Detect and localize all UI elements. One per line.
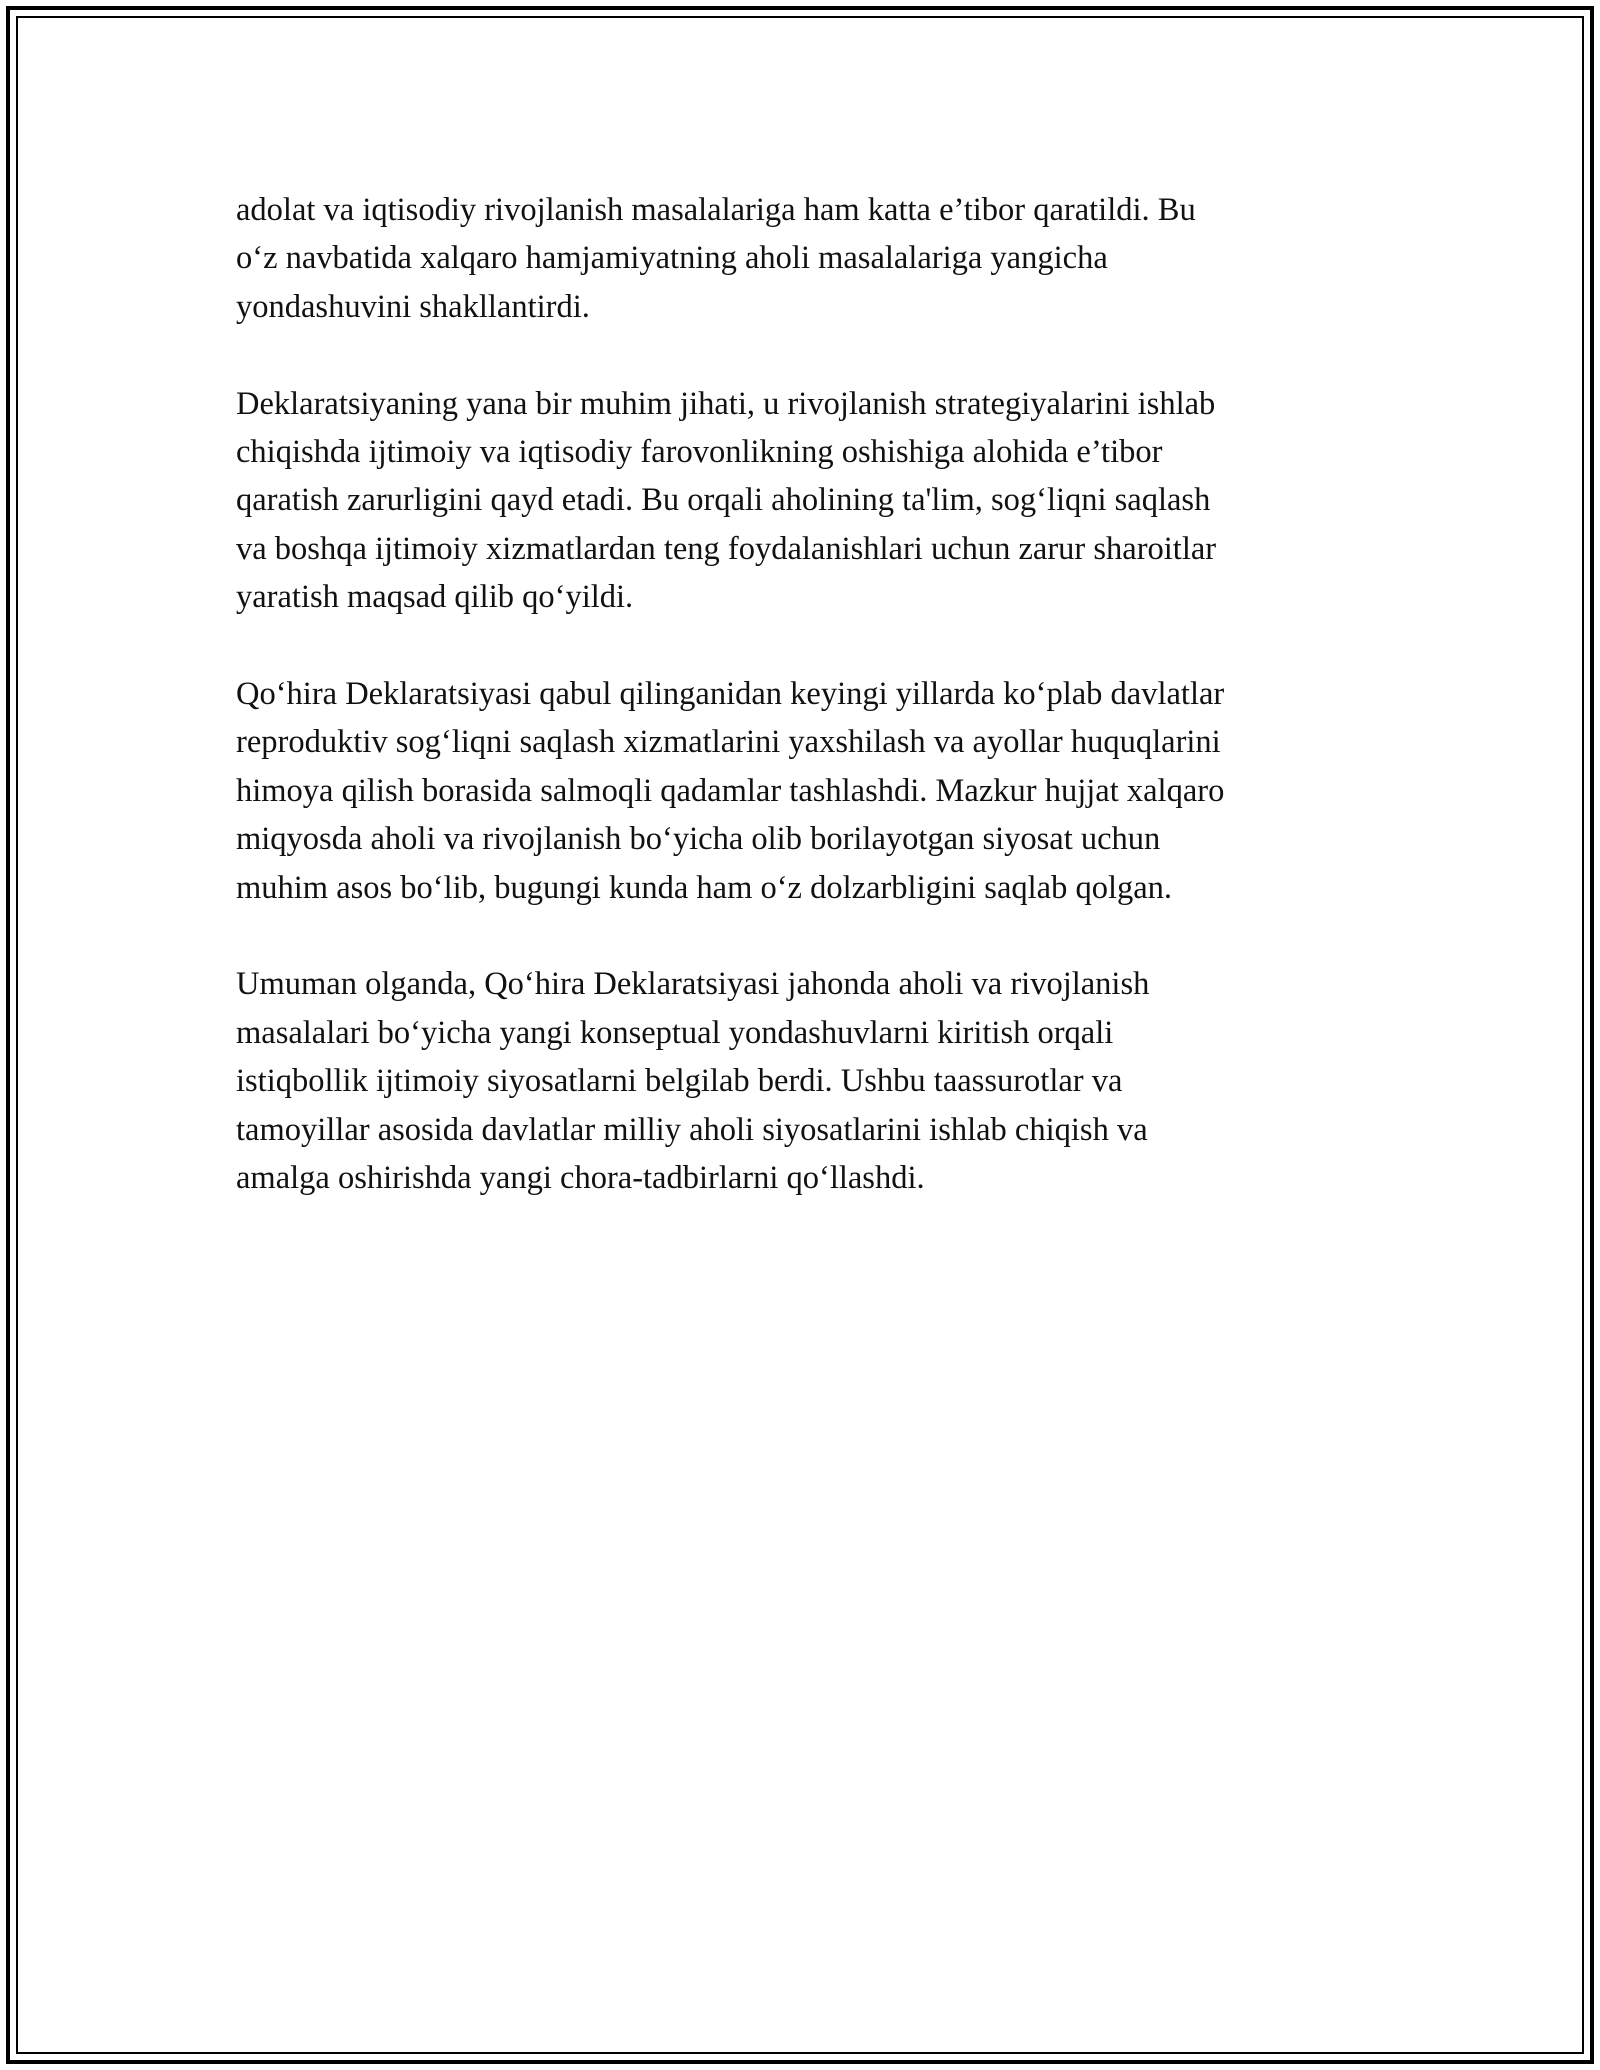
text-line: tamoyillar asosida davlatlar milliy aholi siyosatlarini ishlab chiqish va (236, 1111, 1148, 1148)
text-line: masalalari bo‘yicha yangi konseptual yondashuvlarni kiritish orqali (236, 1014, 1114, 1051)
text-line: o‘z navbatida xalqaro hamjamiyatning aholi masalalariga yangicha (236, 240, 1108, 277)
text-line: Qo‘hira Deklaratsiyasi qabul qilinganidan keyingi yillarda ko‘plab davlatlar (236, 676, 1225, 713)
text-line: adolat va iqtisodiy rivojlanish masalalariga ham katta e’tibor qaratildi. Bu (236, 192, 1196, 228)
text-line: muhim asos bo‘lib, bugungi kunda ham o‘z dolzarbligini saqlab qolgan. (236, 869, 1173, 906)
document-body (236, 186, 1376, 1251)
text-line: miqyosda aholi va rivojlanish bo‘yicha olib borilayotgan siyosat uchun (236, 821, 1161, 858)
paragraph (236, 960, 1376, 1202)
text-line: Umuman olganda, Qo‘hira Deklaratsiyasi jahonda aholi va rivojlanish (236, 966, 1150, 1003)
text-line: yondashuvini shakllantirdi. (236, 288, 590, 325)
text-line: reproduktiv sog‘liqni saqlash xizmatlarini yaxshilash va ayollar huquqlarini (236, 724, 1221, 761)
paragraph (236, 186, 1376, 331)
paragraph (236, 380, 1376, 622)
text-line: qaratish zarurligini qayd etadi. Bu orqali aholining ta'lim, sog‘liqni saqlash (236, 482, 1211, 519)
text-line: istiqbollik ijtimoiy siyosatlarni belgilab berdi. Ushbu taassurotlar va (236, 1063, 1123, 1100)
text-line: amalga oshirishda yangi chora-tadbirlarni qo‘llashdi. (236, 1160, 925, 1197)
text-line: yaratish maqsad qilib qo‘yildi. (236, 579, 634, 616)
text-line: himoya qilish borasida salmoqli qadamlar tashlashdi. Mazkur hujjat xalqaro (236, 772, 1225, 809)
text-line: chiqishda ijtimoiy va iqtisodiy farovonlikning oshishiga alohida e’tibor (236, 434, 1163, 471)
paragraph (236, 670, 1376, 912)
text-line: va boshqa ijtimoiy xizmatlardan teng foydalanishlari uchun zarur sharoitlar (236, 530, 1217, 567)
text-line: Deklaratsiyaning yana bir muhim jihati, u rivojlanish strategiyalarini ishlab (236, 385, 1216, 422)
